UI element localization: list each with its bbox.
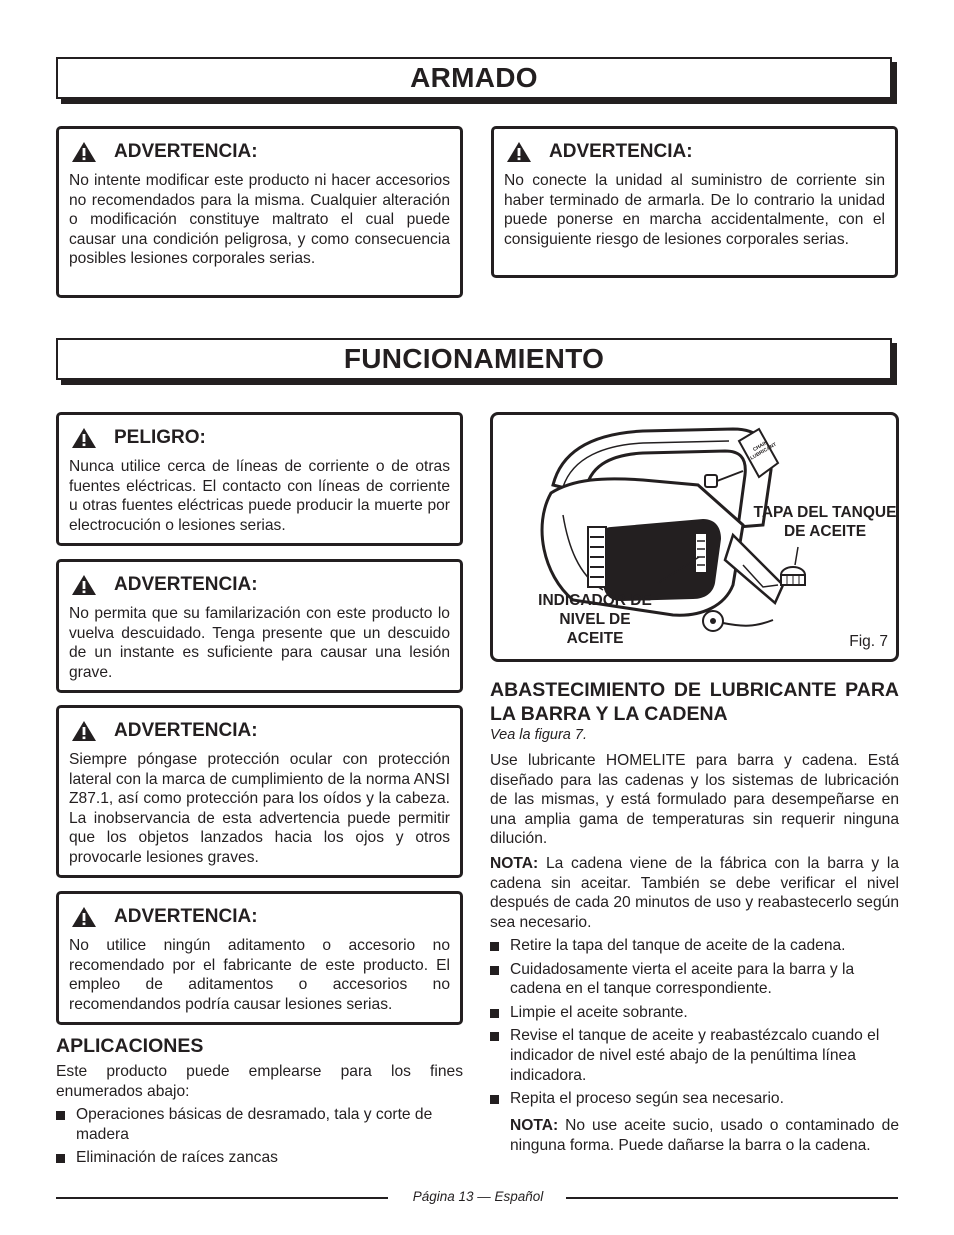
warning-triangle-icon [506,141,532,163]
section-title-armado: ARMADO [410,62,538,93]
see-figure-note: Vea la figura 7. [490,727,587,743]
figure-caption: Fig. 7 [849,633,888,650]
aplicaciones-intro: Este producto puede emplearse para los fines enumerados abajo: [56,1063,463,1100]
bottle-label: CHAIN LUBRICANT [749,439,778,462]
aplicaciones-heading: APLICACIONES [56,1035,204,1057]
list-item: Operaciones básicas de desramado, tala y corte de madera [56,1105,466,1144]
aplicaciones-list [56,1105,466,1172]
footer-rule-right [566,1197,898,1199]
list-item: Retire la tapa del tanque de aceite de la cadena. [490,936,899,956]
warning-box-protection [56,705,463,878]
warning-triangle-icon [71,720,97,742]
note2-text: No use aceite sucio, usado o contaminado de ninguna forma. Puede dañarse la barra o la cadena. [510,1117,899,1154]
lubricant-note [490,854,899,932]
warning-title: ADVERTENCIA: [114,574,258,595]
warning-text: No permita que su familarización con este producto lo vuelva descuidado. Tenga presente que un descuido de un instante es suficiente para causar una lesión grave. [69,605,450,681]
lubricant-paragraph: Use lubricante HOMELITE para barra y cadena. Está diseñado para las cadenas y los sistemas de lubricación de las mismas, y está formulado para desempeñarse en una amplia gama de temperaturas sin requerir ninguna dilución. [490,752,899,848]
danger-box-electric [56,412,463,546]
section-title-funcionamiento: FUNCIONAMIENTO [343,343,605,374]
list-item: Revise el tanque de aceite y reabastézcalo cuando el indicador de nivel esté abajo de la penúltima línea indicadora. [490,1026,899,1085]
warning-text: No utilice ningún aditamento o accesorio no recomendado por el fabricante de este producto. El empleo de aditamentos o accesorios no recomendandos podría causar lesiones serias. [69,937,450,1013]
warning-title: ADVERTENCIA: [114,141,258,162]
warning-title: ADVERTENCIA: [114,906,258,927]
lubricant-steps [490,936,899,1113]
note2-label: NOTA: [510,1117,559,1134]
warning-triangle-icon [71,141,97,163]
warning-text: No conecte la unidad al suministro de corriente sin haber terminado de armarla. De lo contrario la unidad puede ponerse en marcha accidentalmente, con el consiguiente riesgo de lesiones corporales serias. [504,172,885,248]
list-item: Repita el proceso según sea necesario. [490,1089,899,1109]
figure-7 [490,412,899,662]
page-footer: Página 13 — Español [412,1189,544,1204]
warning-text: No intente modificar este producto ni hacer accesorios no recomendados para la misma. Cualquier alteración o modificación constituye maltrato el cual puede causar una condición peligrosa, y como consecuencia posibles lesiones corporales serias. [69,172,450,268]
warning-box-accessories [56,891,463,1025]
lubricant-note-2 [510,1116,899,1155]
danger-title: PELIGRO: [114,427,206,448]
section-banner-funcionamiento [56,338,892,380]
warning-box-familiarity [56,559,463,693]
warning-title: ADVERTENCIA: [549,141,693,162]
label-oil-tank-cap: TAPA DEL TANQUE DE ACEITE [753,504,897,540]
warning-triangle-icon [71,574,97,596]
warning-triangle-icon [71,906,97,928]
note-label: NOTA: [490,855,539,872]
list-item: Limpie el aceite sobrante. [490,1003,899,1023]
warning-box-power [491,126,898,278]
footer-rule-left [56,1197,388,1199]
lubricant-heading: ABASTECIMIENTO DE LUBRICANTE PARA LA BARRA Y LA CADENA [490,679,899,725]
warning-text: Siempre póngase protección ocular con protección lateral con la marca de cumplimiento de la norma ANSI Z87.1, así como protección para los oídos y la cabeza. La inobservancia de esta advertencia puede permitir que los objetos lanzados hacia los ojos y otros provocarle lesiones graves. [69,751,450,866]
label-oil-level-indicator: INDICADOR DE NIVEL DE ACEITE [538,592,652,647]
warning-triangle-icon [71,427,97,449]
warning-box-modify [56,126,463,298]
danger-text: Nunca utilice cerca de líneas de corriente o de otras fuentes eléctricas. El contacto con líneas de corriente u otras fuentes eléctricas puede producir la muerte por electrocución o lesiones serias. [69,458,450,534]
section-banner-armado [56,57,892,99]
note-text: La cadena viene de la fábrica con la barra y la cadena sin aceitar. También se debe verificar el nivel después de cada 20 minutos de uso y reabastecerlo según sea necesario. [490,855,899,931]
list-item: Eliminación de raíces zancas [56,1148,466,1168]
warning-title: ADVERTENCIA: [114,720,258,741]
list-item: Cuidadosamente vierta el aceite para la barra y la cadena en el tanque correspondiente. [490,960,899,999]
